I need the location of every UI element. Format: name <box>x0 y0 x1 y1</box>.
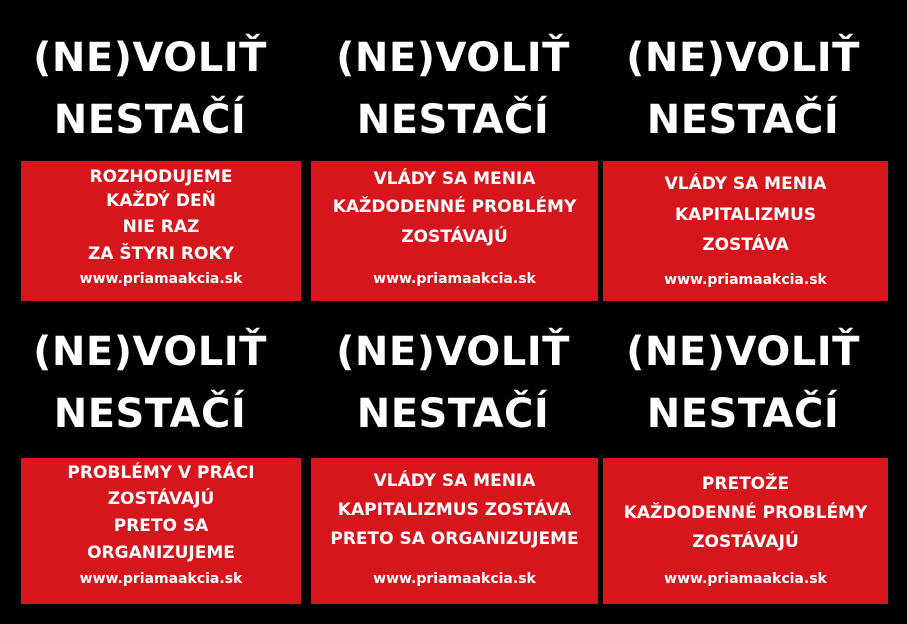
sticker-message-line: KAŽDÝ DEŇ <box>106 191 216 211</box>
sticker-url: www.priamaakcia.sk <box>79 571 243 587</box>
sticker-message-line: KAŽDODENNÉ PROBLÉMY <box>332 197 577 217</box>
sticker-headline-line1: (NE)VOLIŤ <box>33 329 267 375</box>
sticker-headline-line2: NESTAČÍ <box>356 391 550 437</box>
sticker-message-line: VLÁDY SA MENIA <box>664 174 827 194</box>
sticker-headline-line1: (NE)VOLIŤ <box>33 35 267 81</box>
sticker-message-panel <box>311 161 598 301</box>
sticker-url: www.priamaakcia.sk <box>664 571 827 587</box>
sticker-message-panel <box>603 161 888 301</box>
sticker-headline-line2: NESTAČÍ <box>646 391 840 437</box>
sticker-message-line: KAŽDODENNÉ PROBLÉMY <box>623 503 868 523</box>
sticker-message-line: VLÁDY SA MENIA <box>373 169 536 189</box>
sticker-message-line: ZOSTÁVAJÚ <box>107 489 215 509</box>
sticker-message-line: ZOSTÁVAJÚ <box>401 227 508 247</box>
sticker-5 <box>308 300 598 600</box>
sticker-headline-line2: NESTAČÍ <box>646 97 840 143</box>
sticker-message-panel <box>311 458 598 604</box>
sticker-headline-line2: NESTAČÍ <box>53 391 247 437</box>
sticker-message-line: ROZHODUJEME <box>89 167 233 187</box>
sticker-message-line: KAPITALIZMUS ZOSTÁVA <box>337 500 572 520</box>
sticker-headline-line2: NESTAČÍ <box>53 97 247 143</box>
sticker-headline-line1: (NE)VOLIŤ <box>336 35 570 81</box>
sticker-url: www.priamaakcia.sk <box>79 271 243 287</box>
sticker-message-line: KAPITALIZMUS <box>675 205 816 225</box>
sticker-message-line: PROBLÉMY V PRÁCI <box>67 463 255 483</box>
sticker-message-line: VLÁDY SA MENIA <box>373 471 536 491</box>
sticker-message-line: ZOSTÁVAJÚ <box>692 532 799 552</box>
sticker-message-panel <box>21 458 301 604</box>
sticker-headline-line2: NESTAČÍ <box>356 97 550 143</box>
sticker-4 <box>5 300 295 600</box>
sticker-headline-line1: (NE)VOLIŤ <box>336 329 570 375</box>
sticker-message-line: ZA ŠTYRI ROKY <box>88 244 234 264</box>
sticker-message-panel <box>603 458 888 604</box>
sticker-message-panel <box>21 161 301 301</box>
sticker-message-line: PRETOŽE <box>701 474 790 494</box>
sticker-url: www.priamaakcia.sk <box>664 272 827 288</box>
sticker-message-line: PRETO SA <box>113 516 209 536</box>
sticker-headline-line1: (NE)VOLIŤ <box>626 35 860 81</box>
sticker-6 <box>598 300 888 600</box>
sticker-url: www.priamaakcia.sk <box>373 271 536 287</box>
sticker-1 <box>5 0 295 300</box>
sticker-headline-line1: (NE)VOLIŤ <box>626 329 860 375</box>
sticker-message-line: ZOSTÁVA <box>702 235 789 255</box>
sticker-url: www.priamaakcia.sk <box>373 571 536 587</box>
sticker-message-line: NIE RAZ <box>122 217 200 237</box>
sticker-3 <box>598 0 888 300</box>
sticker-2 <box>308 0 598 300</box>
sticker-message-line: ORGANIZUJEME <box>87 543 235 563</box>
sticker-message-line: PRETO SA ORGANIZUJEME <box>330 529 579 549</box>
